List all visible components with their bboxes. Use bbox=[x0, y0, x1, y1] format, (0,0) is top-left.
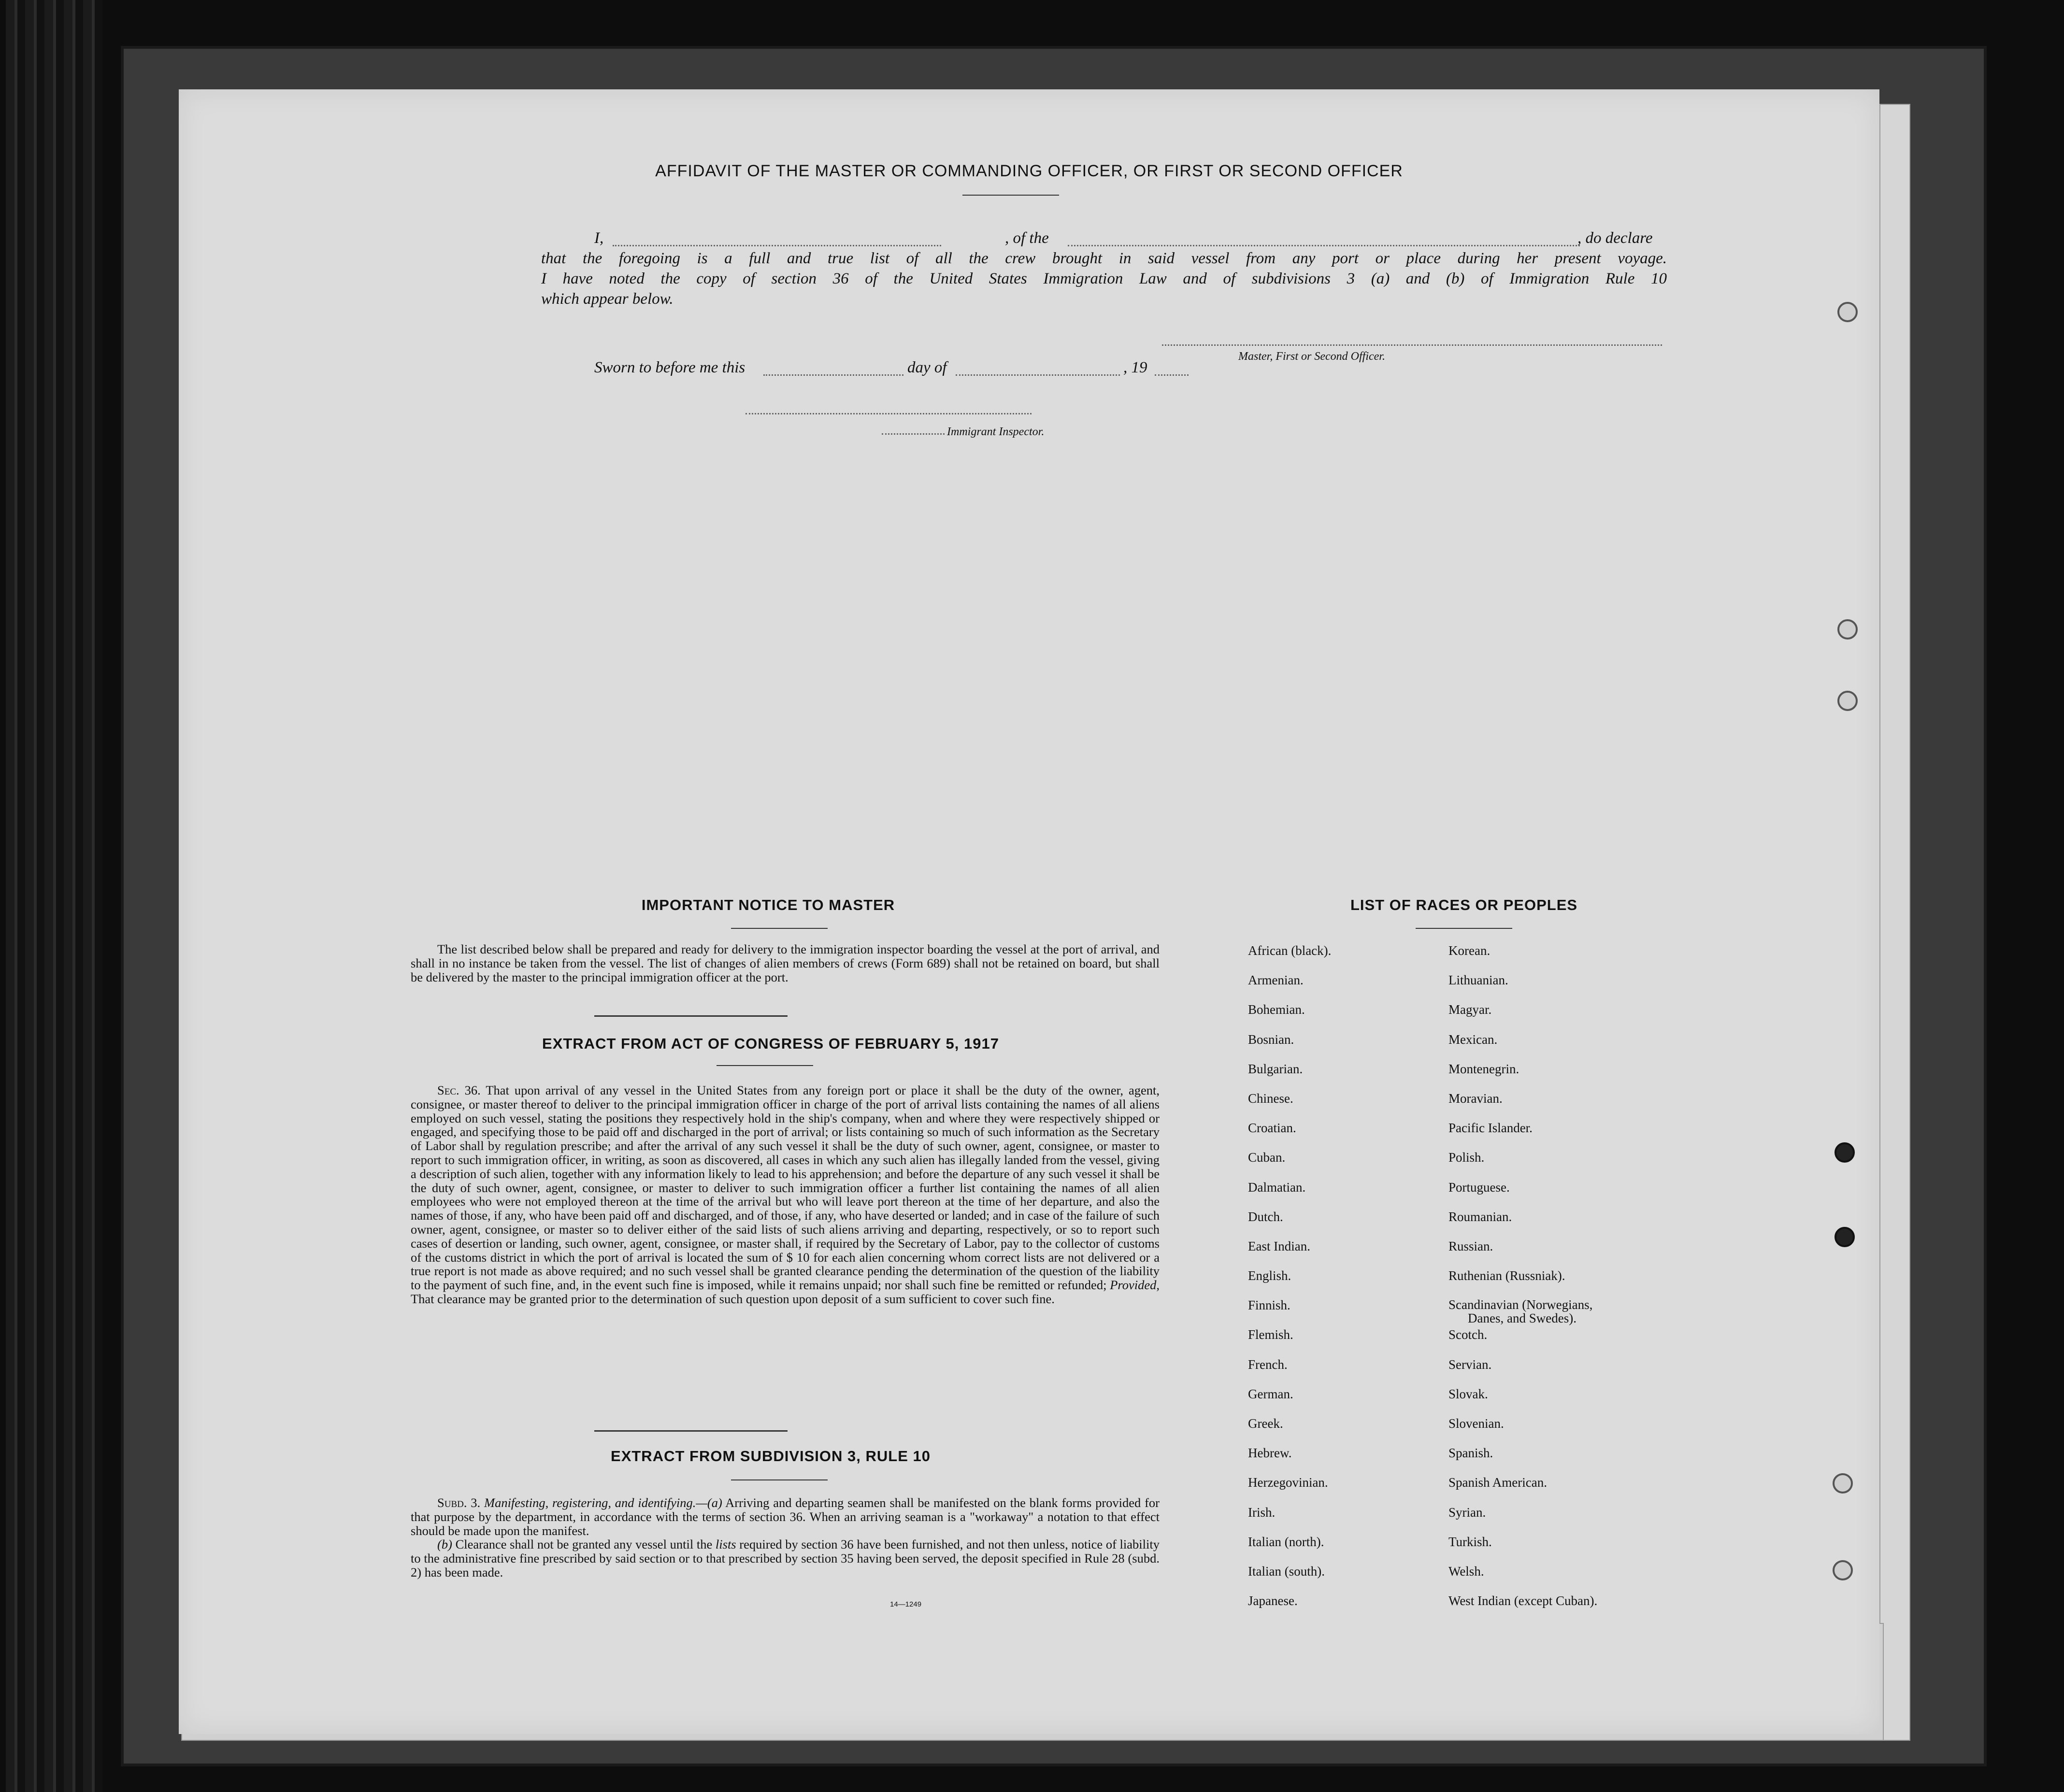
inspector-caption: Immigrant Inspector. bbox=[947, 426, 1045, 438]
race-item: Scotch. bbox=[1448, 1327, 1488, 1342]
inspector-signature-leader bbox=[882, 433, 945, 435]
race-item: Pacific Islander. bbox=[1448, 1121, 1533, 1136]
race-item-line: Danes, and Swedes). bbox=[1468, 1311, 1577, 1326]
sworn-day-field[interactable] bbox=[763, 374, 903, 376]
race-item: Spanish American. bbox=[1448, 1475, 1547, 1490]
affidavit-line-3: I have noted the copy of section 36 of the United States Immigration Law and of subdivisions 3 (a) and (b) of Immigration Rule 10 bbox=[541, 270, 1667, 287]
underlying-sheet-edge bbox=[1879, 104, 1910, 1741]
race-item: French. bbox=[1248, 1357, 1288, 1372]
race-item: Chinese. bbox=[1248, 1091, 1293, 1106]
race-item: Dalmatian. bbox=[1248, 1180, 1306, 1195]
race-item: Lithuanian. bbox=[1448, 973, 1508, 988]
race-item: Welsh. bbox=[1448, 1564, 1484, 1579]
race-item: Polish. bbox=[1448, 1150, 1485, 1165]
race-item: Flemish. bbox=[1248, 1327, 1293, 1342]
subd-3a-text: Arriving and departing seamen shall be manifested on the blank forms provided for that purpose by the department, in accordance with the terms of section 36. When an arriving seaman is a "workaway" a notation to that effect should be made upon the manifest. bbox=[411, 1495, 1160, 1538]
punch-hole bbox=[1833, 1473, 1853, 1493]
year-label: , 19 bbox=[1123, 359, 1147, 376]
master-signature-caption: Master, First or Second Officer. bbox=[1238, 350, 1385, 363]
race-item: Bosnian. bbox=[1248, 1032, 1294, 1047]
race-item: Portuguese. bbox=[1448, 1180, 1510, 1195]
manifest-sheet bbox=[179, 89, 1879, 1734]
notice-title-underline bbox=[731, 928, 828, 929]
race-item: Moravian. bbox=[1448, 1091, 1503, 1106]
race-item: Ruthenian (Russniak). bbox=[1448, 1268, 1565, 1283]
day-of-label: day of bbox=[907, 359, 947, 376]
affidavit-of-the-label: , of the bbox=[1005, 229, 1049, 247]
races-title: LIST OF RACES OR PEOPLES bbox=[1350, 896, 1578, 913]
sworn-month-field[interactable] bbox=[956, 374, 1120, 376]
provided-label: Provided, bbox=[1110, 1278, 1160, 1293]
race-item-line: Scandinavian (Norwegians, bbox=[1448, 1297, 1593, 1312]
vessel-name-field[interactable] bbox=[1068, 245, 1580, 246]
subd-3b-label: (b) bbox=[437, 1537, 452, 1552]
notice-paragraph: The list described below shall be prepared and ready for delivery to the immigration inspector boarding the vessel at the port of arrival, and shall in no instance be taken from the vessel. The list of changes of alien members of crews (Form 689) shall not be retained on board, but shall be delivered by the master to the principal immigration officer at the port. bbox=[411, 942, 1160, 984]
race-item: Slovenian. bbox=[1448, 1416, 1504, 1431]
punch-hole bbox=[1837, 619, 1858, 640]
affidavit-line-2: that the foregoing is a full and true list of all the crew brought in said vessel from any port or place during her present voyage. bbox=[541, 250, 1667, 267]
officer-name-field[interactable] bbox=[613, 245, 941, 246]
race-item: German. bbox=[1248, 1386, 1293, 1401]
subd-3b-text-2: required by section 36 have been furnished, and not then unless, notice of liability to the administrative fine prescribed by said section or to that prescribed by section 35 having been served, the deposit specified in Rule 28 (subd. 2) has been made. bbox=[411, 1537, 1160, 1579]
race-item: West Indian (except Cuban). bbox=[1448, 1593, 1598, 1608]
affidavit-declare-label: , do declare bbox=[1577, 229, 1653, 247]
race-item: Turkish. bbox=[1448, 1534, 1492, 1549]
punch-hole bbox=[1835, 1142, 1855, 1163]
race-item: Herzegovinian. bbox=[1248, 1475, 1328, 1490]
race-item bbox=[1448, 1298, 1597, 1327]
notice-title: IMPORTANT NOTICE TO MASTER bbox=[641, 896, 895, 913]
sworn-year-field[interactable] bbox=[1155, 374, 1189, 376]
race-item: Italian (south). bbox=[1248, 1564, 1325, 1579]
race-item: English. bbox=[1248, 1268, 1291, 1283]
race-item: African (black). bbox=[1248, 943, 1332, 958]
act-extract-title: EXTRACT FROM ACT OF CONGRESS OF FEBRUARY 5, 1917 bbox=[542, 1035, 999, 1052]
punch-hole bbox=[1833, 1560, 1853, 1580]
race-item: Slovak. bbox=[1448, 1386, 1488, 1401]
sworn-label: Sworn to before me this bbox=[594, 359, 745, 376]
affidavit-i-label: I, bbox=[594, 229, 604, 247]
races-list-right bbox=[1448, 943, 1597, 1623]
section-divider bbox=[594, 1015, 788, 1017]
sec-36-label: Sec. 36. bbox=[437, 1083, 481, 1097]
subd-3-label: Subd. 3. bbox=[437, 1495, 481, 1510]
race-item: Montenegrin. bbox=[1448, 1061, 1519, 1076]
race-item: Italian (north). bbox=[1248, 1534, 1324, 1549]
punch-hole bbox=[1835, 1227, 1855, 1247]
affidavit-title: AFFIDAVIT OF THE MASTER OR COMMANDING OFFICER, OR FIRST OR SECOND OFFICER bbox=[655, 162, 1403, 180]
race-item: Spanish. bbox=[1448, 1446, 1493, 1461]
race-item: Servian. bbox=[1448, 1357, 1492, 1372]
race-item: Syrian. bbox=[1448, 1505, 1486, 1520]
race-item: Roumanian. bbox=[1448, 1209, 1512, 1224]
sec-36-text-end: That clearance may be granted prior to the determination of such question upon deposit of a sum sufficient to cover such fine. bbox=[411, 1291, 1055, 1306]
race-item: East Indian. bbox=[1248, 1238, 1310, 1253]
rule-extract-text bbox=[411, 1496, 1160, 1579]
race-item: Russian. bbox=[1448, 1238, 1493, 1253]
form-number: 14—1249 bbox=[890, 1600, 922, 1608]
race-item: Bulgarian. bbox=[1248, 1061, 1303, 1076]
sec-36-text: That upon arrival of any vessel in the United States from any foreign port or place it shall be the duty of the owner, agent, consignee, or master thereof to deliver to the principal immigration officer in charge of the port of arrival lists containing the names of all aliens employed on such vessel, stating the positions they respectively hold in the ship's company, when and where they were respectively shipped or engaged, and specifying those to be paid off and discharged in the port of arrival; or lists containing so much of such information as the Secretary of Labor shall by regulation prescribe; and after the arrival of any such vessel it shall be the duty of such owner, agent, consignee, or master to report to such immigration officer, in writing, as soon as discovered, all cases in which any such alien has illegally landed from the vessel, giving a description of such alien, together with any information likely to lead to his apprehension; and before the departure of any such vessel it shall be the duty of such owner, agent, consignee, or master to deliver to such immigration officer a further list containing the names of all alien employees who were not employed thereon at the time of the arrival but who will leave port thereon at the time of her departure, and also the names of those, if any, who have been paid off and discharged, and of those, if any, who have deserted or landed; and in case of the failure of such owner, agent, consignee, or master so to deliver either of the said lists of such aliens arriving and departing, respectively, or so to report such cases of desertion or landing, such owner, agent, consignee, or master shall, if required by the Secretary of Labor, pay to the collector of customs of the customs district in which the port of arrival is located the sum of $ 10 for each alien concerning whom correct lists are not delivered or a true report is not made as above required; and no such vessel shall be granted clearance pending the determination of the question of the liability to the payment of such fine, and, in the event such fine is imposed, while it remains unpaid; nor shall such fine be remitted or refunded; bbox=[411, 1083, 1160, 1293]
race-item: Finnish. bbox=[1248, 1298, 1290, 1313]
punch-hole bbox=[1837, 302, 1858, 322]
section-divider bbox=[594, 1430, 788, 1432]
race-item: Mexican. bbox=[1448, 1032, 1498, 1047]
inspector-signature-field[interactable] bbox=[745, 413, 1032, 414]
title-underline bbox=[962, 195, 1059, 196]
subd-3b-text-1: Clearance shall not be granted any vessel until the bbox=[455, 1537, 713, 1552]
race-item: Japanese. bbox=[1248, 1593, 1298, 1608]
race-item: Hebrew. bbox=[1248, 1446, 1292, 1461]
rule-title-underline bbox=[731, 1479, 828, 1480]
affidavit-line-4: which appear below. bbox=[541, 290, 674, 308]
race-item: Irish. bbox=[1248, 1505, 1276, 1520]
race-item: Bohemian. bbox=[1248, 1002, 1305, 1017]
races-list-left bbox=[1248, 943, 1331, 1623]
lists-word: lists bbox=[715, 1537, 736, 1552]
races-title-underline bbox=[1416, 928, 1512, 929]
binder-strip bbox=[6, 0, 102, 1792]
race-item: Korean. bbox=[1448, 943, 1491, 958]
master-signature-field[interactable] bbox=[1162, 344, 1662, 346]
race-item: Armenian. bbox=[1248, 973, 1304, 988]
race-item: Croatian. bbox=[1248, 1121, 1296, 1136]
act-extract-text bbox=[411, 1083, 1160, 1306]
notice-text bbox=[411, 942, 1160, 984]
race-item: Dutch. bbox=[1248, 1209, 1283, 1224]
subd-3-heading: Manifesting, registering, and identifying.—(a) bbox=[484, 1495, 722, 1510]
act-title-underline bbox=[717, 1065, 813, 1066]
race-item: Greek. bbox=[1248, 1416, 1283, 1431]
rule-extract-title: EXTRACT FROM SUBDIVISION 3, RULE 10 bbox=[611, 1448, 931, 1465]
race-item: Cuban. bbox=[1248, 1150, 1286, 1165]
punch-hole bbox=[1837, 691, 1858, 711]
race-item: Magyar. bbox=[1448, 1002, 1492, 1017]
